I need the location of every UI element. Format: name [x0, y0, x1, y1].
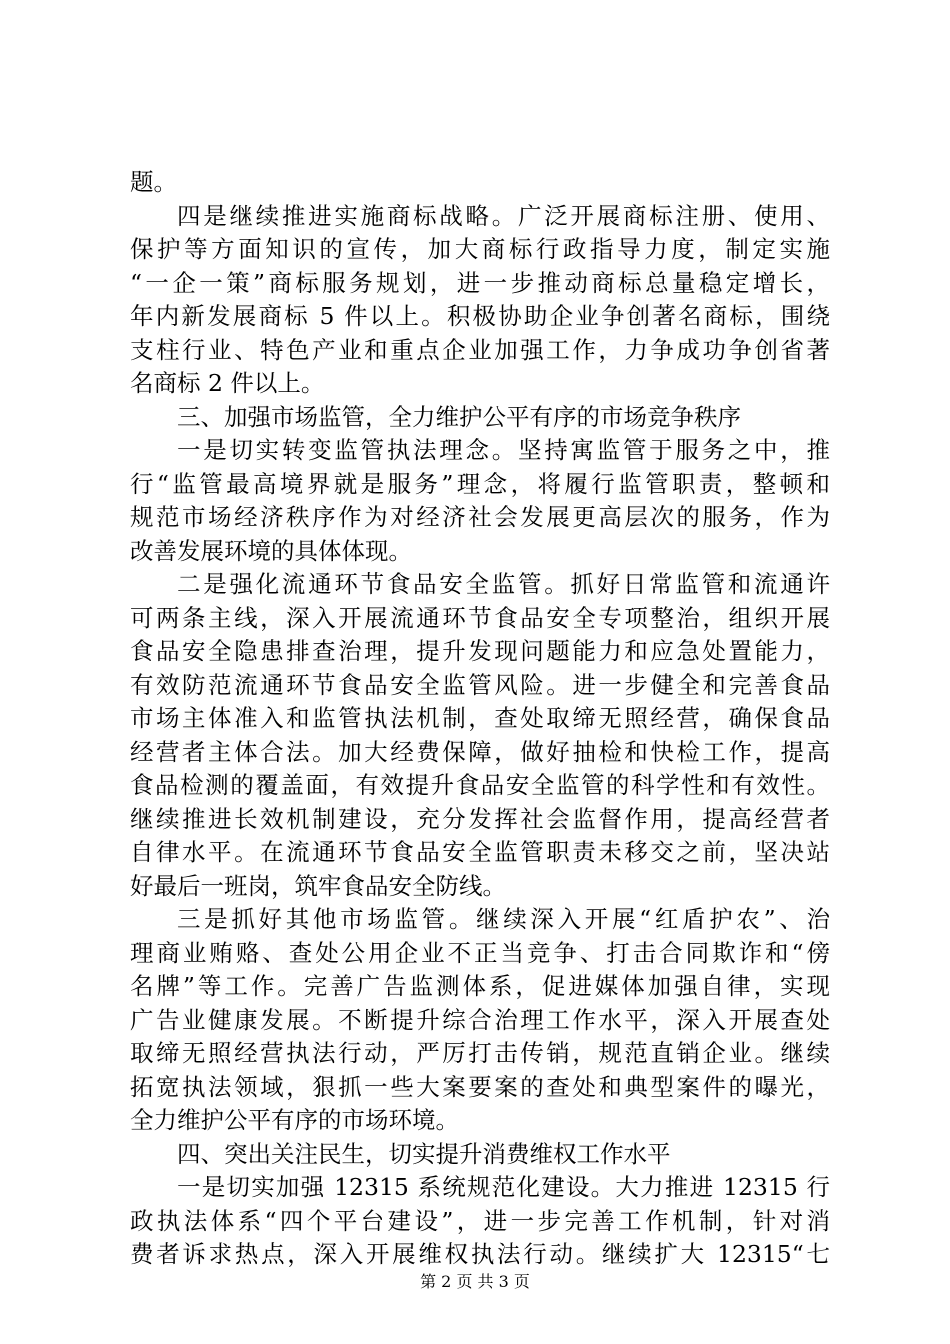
text-line: 好最后一班岗，筑牢食品安全防线。 [130, 871, 506, 900]
document-body [130, 166, 830, 1272]
text-line: 四是继续推进实施商标战略。广泛开展商标注册、使用、 [177, 201, 830, 230]
text-line: 政执法体系“四个平台建设”，进一步完善工作机制，针对消 [130, 1206, 830, 1235]
text-line: 食品检测的覆盖面，有效提升食品安全监管的科学性和有效性。 [130, 771, 830, 799]
text-line: 费者诉求热点，深入开展维权执法行动。继续扩大 12315“七 [130, 1240, 830, 1268]
text-line: 支柱行业、特色产业和重点企业加强工作，力争成功争创省著 [130, 335, 830, 364]
section-heading: 三、加强市场监管，全力维护公平有序的市场竞争秩序 [177, 402, 741, 431]
text-line: 自律水平。在流通环节食品安全监管职责未移交之前，坚决站 [130, 838, 830, 866]
text-line: 食品安全隐患排查治理，提升发现问题能力和应急处置能力， [130, 637, 830, 665]
text-line: “一企一策”商标服务规划，进一步推动商标总量稳定增长， [130, 268, 830, 297]
text-line: 广告业健康发展。不断提升综合治理工作水平，深入开展查处 [130, 1005, 830, 1034]
text-line: 保护等方面知识的宣传，加大商标行政指导力度，制定实施 [130, 235, 830, 263]
text-line: 一是切实转变监管执法理念。坚持寓监管于服务之中，推 [177, 436, 830, 464]
text-line: 市场主体准入和监管执法机制，查处取缔无照经营，确保食品 [130, 704, 830, 732]
text-line: 经营者主体合法。加大经费保障，做好抽检和快检工作，提高 [130, 737, 830, 766]
text-line: 题。 [130, 168, 177, 196]
section-heading: 四、突出关注民生，切实提升消费维权工作水平 [177, 1139, 671, 1168]
page-number-label: 第 2 页 共 3 页 [420, 1272, 530, 1291]
text-line: 名商标 2 件以上。 [130, 369, 325, 397]
text-line: 继续推进长效机制建设，充分发挥社会监督作用，提高经营者 [130, 804, 830, 833]
text-line: 可两条主线，深入开展流通环节食品安全专项整治，组织开展 [130, 603, 830, 632]
text-line: 行“监管最高境界就是服务”理念，将履行监管职责，整顿和 [130, 469, 830, 498]
text-line: 年内新发展商标 5 件以上。积极协助企业争创著名商标，围绕 [130, 302, 830, 330]
text-line: 理商业贿赂、查处公用企业不正当竞争、打击合同欺诈和“傍 [130, 938, 830, 967]
text-line: 一是切实加强 12315 系统规范化建设。大力推进 12315 行 [177, 1173, 830, 1201]
text-line: 三是抓好其他市场监管。继续深入开展“红盾护农”、治 [177, 905, 830, 933]
text-line: 有效防范流通环节食品安全监管风险。进一步健全和完善食品 [130, 670, 830, 699]
text-line: 规范市场经济秩序作为对经济社会发展更高层次的服务，作为 [130, 503, 830, 531]
text-line: 二是强化流通环节食品安全监管。抓好日常监管和流通许 [177, 570, 830, 598]
page-footer [0, 1272, 950, 1292]
text-line: 名牌”等工作。完善广告监测体系，促进媒体加强自律，实现 [130, 972, 830, 1000]
text-line: 改善发展环境的具体体现。 [130, 536, 412, 565]
text-line: 全力维护公平有序的市场环境。 [130, 1106, 459, 1134]
text-line: 拓宽执法领域，狠抓一些大案要案的查处和典型案件的曝光， [130, 1072, 830, 1101]
text-line: 取缔无照经营执法行动，严厉打击传销，规范直销企业。继续 [130, 1039, 830, 1067]
